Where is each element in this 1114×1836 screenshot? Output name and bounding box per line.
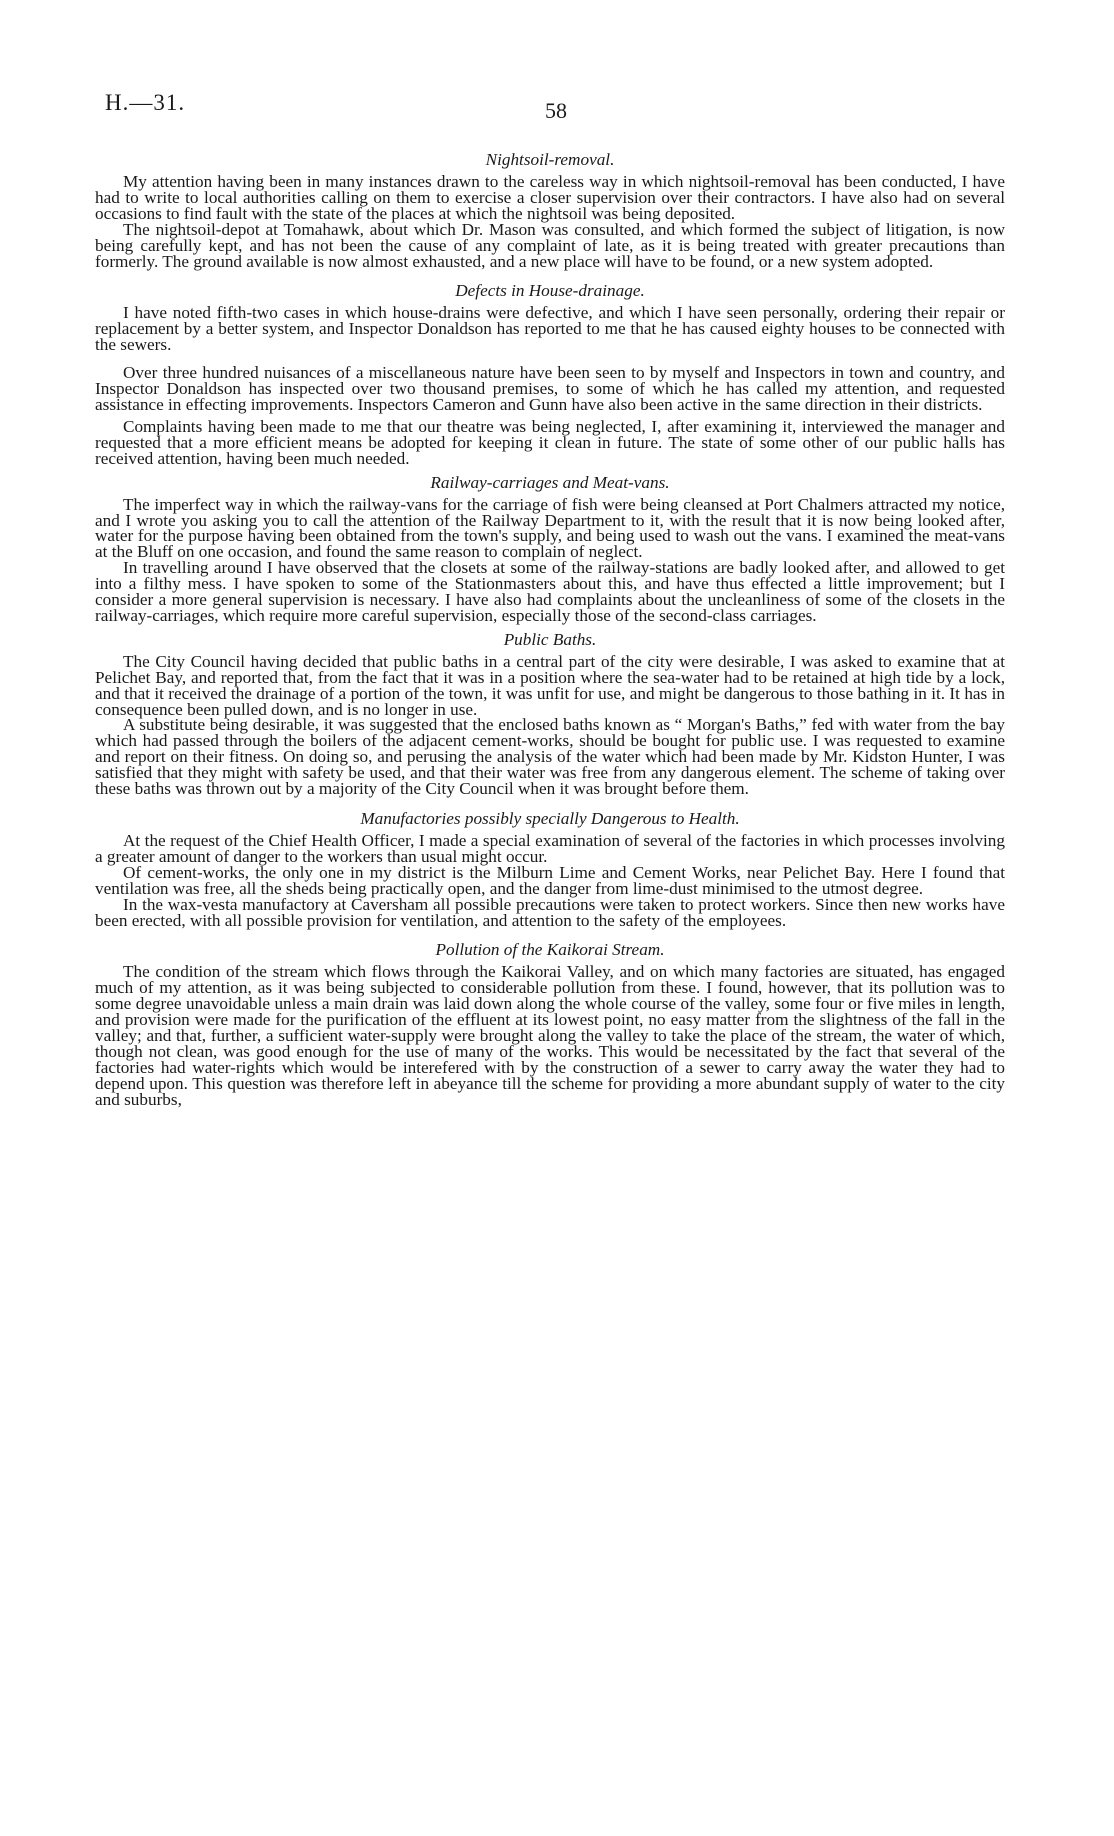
paragraph: The condition of the stream which flows through the Kaikorai Valley, and on which many factories are situated, has engaged much of my attention, as it was being subjected to considerable pollution from these. I found, however, that its pollution was to some degree unavoidable unless a main drain was laid down along the whole course of the valley, some four or five miles in length, and provision were made for the purification of the effluent at its lowest point, no easy matter from the slightness of the fall in the valley; and that, further, a sufficient water-supply were brought along the valley to take the place of the stream, the water of which, though not clean, was good enough for the use of many of the works. This would be necessitated by the fact that several of the factories had water-rights which would be interefered with by the construction of a sewer to carry away the water they had to depend upon. This question was therefore left in abeyance till the scheme for providing a more abundant supply of water to the city and suburbs, [95,962,1005,1109]
paragraph: The City Council having decided that public baths in a central part of the city were desirable, I was asked to examine that at Pelichet Bay, and reported that, from the fact that it was in a position where the sea-water had to be retained at high tide by a lock, and that it received the drainage of a portion of the town, it was unfit for use, and might be dangerous to those bathing in it. It has in consequence been pulled down, and is no longer in use. [95,651,1005,719]
paragraph: My attention having been in many instances drawn to the careless way in which nightsoil-removal has been conducted, I have had to write to local authorities calling on them to exercise a closer supervision over their contractors. I have also had on several occasions to find fault with the state of the places at which the nightsoil was being deposited. [95,172,1005,223]
paragraph: I have noted fifth-two cases in which house-drains were defective, and which I have seen personally, ordering their repair or replacement by a better system, and Inspector Donaldson has reported to me that he has caused eighty houses to be connected with the sewers. [95,303,1005,355]
paragraph: In travelling around I have observed that the closets at some of the railway-stations are badly looked after, and allowed to get into a filthy mess. I have spoken to some of the Stationmasters about this, and have thus effected a little improvement; but I consider a more general supervision is necessary. I have also had complaints about the uncleanliness of some of the closets in the railway-carriages, which require more careful supervision, especially those of the second-class carriages. [95,558,1005,625]
paragraph: A substitute being desirable, it was suggested that the enclosed baths known as “ Morgan's Baths,” fed with water from the bay which had passed through the boilers of the adjacent cement-works, should be bought for public use. I was requested to examine and report on their fitness. On doing so, and perusing the analysis of the water which had been made by Mr. Kidston Hunter, I was satisfied that they might with safety be used, and that their water was free from any dangerous element. The scheme of taking over these baths was thrown out by a majority of the City Council when it was brought before them. [95,715,1005,799]
section-heading: Public Baths. [503,629,597,649]
document-body [95,150,1005,1108]
paragraph: At the request of the Chief Health Officer, I made a special examination of several of the factories in which processes involving a greater amount of danger to the workers than usual might occur. [95,831,1005,866]
section-heading: Manufactories possibly specially Dangerous to Health. [360,809,740,828]
paragraph: Of cement-works, the only one in my district is the Milburn Lime and Cement Works, near Pelichet Bay. Here I found that ventilation was free, all the sheds being practically open, and the danger from lime-dust minimised to the utmost degree. [95,862,1005,898]
section-house-drainage [95,281,1005,466]
paragraph: The nightsoil-depot at Tomahawk, about which Dr. Mason was consulted, and which formed the subject of litigation, is now being carefully kept, and has not been the cause of any complaint of late, as it is being treated with greater precautions than formerly. The ground available is now almost exhausted, and a new place will have to be found, or a new system adopted. [95,219,1005,271]
section-heading: Defects in House-drainage. [455,281,645,301]
section-nightsoil-removal [95,150,1005,269]
section-kaikorai-stream [95,940,1005,1107]
section-heading: Pollution of the Kaikorai Stream. [435,940,665,960]
section-heading: Nightsoil-removal. [485,150,615,169]
section-railway-carriages [95,473,1005,624]
section-manufactories [95,809,1005,928]
paragraph: In the wax-vesta manufactory at Caversham all possible precautions were taken to protect workers. Since then new works have been erected, with all possible provision for ventilation, and attention to the safety of the employees. [95,894,1005,930]
paragraph: Over three hundred nuisances of a miscellaneous nature have been seen to by myself and Inspectors in town and country, and Inspector Donaldson has inspected over two thousand premises, to some of which he has called my attention, and requested assistance in effecting improvements. Inspectors Cameron and Gunn have also been active in the same direction in their districts. [95,363,1005,414]
page-number: 58 [545,98,567,123]
document-reference: H.—31. [105,90,186,115]
section-public-baths [95,630,1005,797]
section-heading: Railway-carriages and Meat-vans. [430,472,670,492]
paragraph: The imperfect way in which the railway-vans for the carriage of fish were being cleansed at Port Chalmers attracted my notice, and I wrote you asking you to call the attention of the Railway Department to it, with the result that it is now being looked after, water for the purpose having been obtained from the town's supply, and being used to wash out the vans. I examined the meat-vans at the Bluff on one occasion, and found the same reason to complain of neglect. [95,494,1005,562]
paragraph: Complaints having been made to me that our theatre was being neglected, I, after examining it, interviewed the manager and requested that a more efficient means be adopted for keeping it clean in future. The state of some other of our public halls has received attention, having been much needed. [95,416,1005,468]
